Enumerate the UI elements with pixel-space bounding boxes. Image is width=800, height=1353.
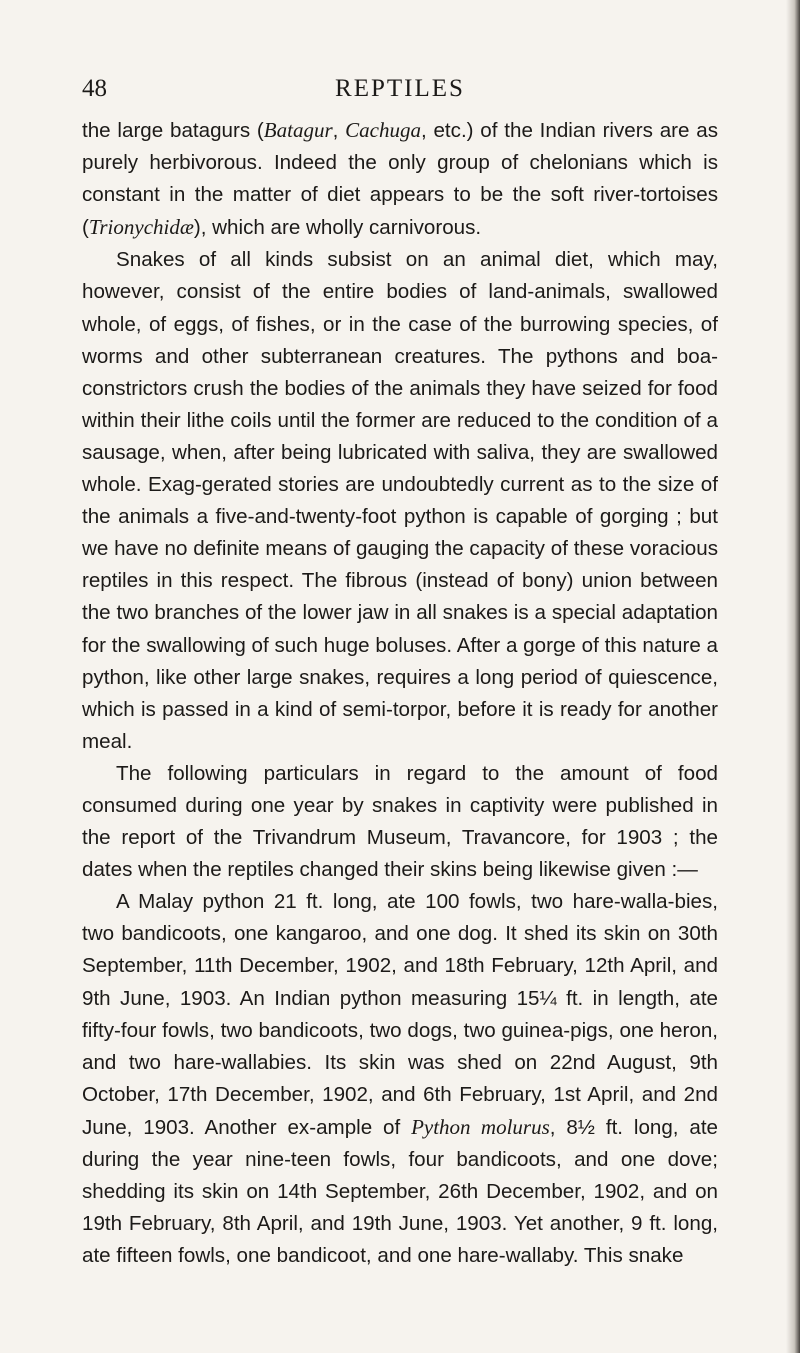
italic-term: Cachuga bbox=[345, 118, 421, 142]
text-run: , bbox=[332, 119, 346, 142]
body-text bbox=[82, 114, 718, 1272]
paragraph bbox=[82, 886, 718, 1272]
paragraph bbox=[82, 244, 718, 758]
text-run: ), which are wholly carnivorous. bbox=[193, 216, 482, 240]
paragraph bbox=[82, 758, 718, 886]
text-run: the large batagurs ( bbox=[82, 119, 264, 142]
page-edge-shadow bbox=[786, 0, 800, 1353]
page-number: 48 bbox=[82, 75, 107, 102]
paragraph bbox=[82, 114, 718, 244]
italic-term: Batagur bbox=[263, 118, 333, 142]
text-run: , 8½ ft. long, ate during the year nine-teen fowls, four bandicoots, and one dove; shedding its skin on 14th September, 26th December, 1902, and on 19th February, 8th April, and 19th June, 1903. Yet another, 9 ft. long, ate fifteen fowls, one bandicoot, and one hare-wallaby. This snake bbox=[82, 1115, 719, 1268]
text-run: The following particulars in regard to the amount of food consumed during one year by snakes in captivity were published in the report of the Trivandrum Museum, Travancore, for 1903 ; the dates when the reptiles changed their skins being likewise given :— bbox=[82, 761, 718, 882]
running-head: REPTILES bbox=[335, 75, 465, 102]
italic-term: Trionychidæ bbox=[88, 215, 194, 240]
italic-term: Python molurus bbox=[411, 1114, 550, 1139]
page-header bbox=[82, 72, 718, 106]
text-run: , etc.) of the Indian rivers are as purely herbivorous. Indeed the only group of chelonians which is constant in the matter of diet appears to be the soft river-tortoises ( bbox=[82, 119, 718, 240]
text-run: A Malay python 21 ft. long, ate 100 fowls, two hare-walla-bies, two bandicoots, one kangaroo, and one dog. It shed its skin on 30th September, 11th December, 1902, and 18th February, 12th April, and 9th June, 1903. An Indian python measuring 15¼ ft. in length, ate fifty-four fowls, two bandicoots, two dogs, two guinea-pigs, one heron, and two hare-wallabies. Its skin was shed on 22nd August, 9th October, 17th December, 1902, and 6th February, 1st April, and 2nd June, 1903. Another ex-ample of bbox=[82, 890, 718, 1139]
text-run: Snakes of all kinds subsist on an animal diet, which may, however, consist of the entire bodies of land-animals, swallowed whole, of eggs, of fishes, or in the case of the burrowing species, of worms and other subterranean creatures. The pythons and boa-constrictors crush the bodies of the animals they have seized for food within their lithe coils until the former are reduced to the condition of a sausage, when, after being lubricated with saliva, they are swallowed whole. Exag-gerated stories are undoubtedly current as to the size of the animals a five-and-twenty-foot python is capable of gorging ; but we have no definite means of gauging the capacity of these voracious reptiles in this respect. The fibrous (instead of bony) union between the two branches of the lower jaw in all snakes is a special adaptation for the swallowing of such huge boluses. After a gorge of this nature a python, like other large snakes, requires a long period of quiescence, which is passed in a kind of semi-torpor, before it is ready for another meal. bbox=[82, 248, 718, 753]
